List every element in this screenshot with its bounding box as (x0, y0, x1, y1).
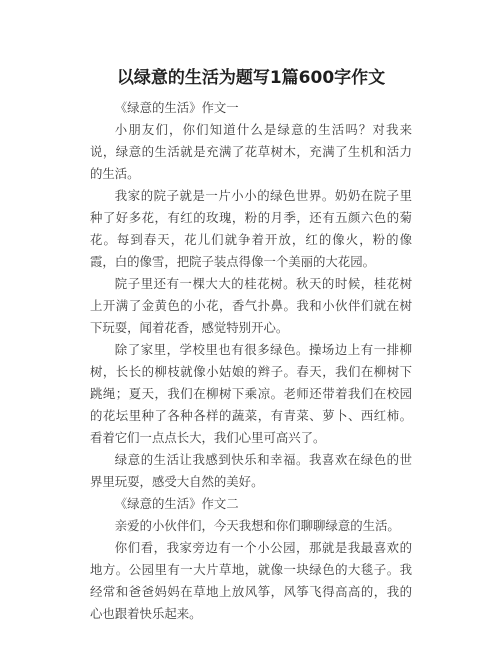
paragraph: 我家的院子就是一片小小的绿色世界。奶奶在院子里种了好多花，有红的玫瑰，粉的月季，还有五颜六色的菊花。每到春天，花儿们就争着开放，红的像火，粉的像霞，白的像雪，把院子装点得像一个美丽的大花园。 (90, 188, 412, 269)
paragraph: 院子里还有一棵大大的桂花树。秋天的时候，桂花树上开满了金黄色的小花，香气扑鼻。我和小伙伴们就在树下玩耍，闻着花香，感觉特别开心。 (90, 276, 412, 335)
paragraph: 除了家里，学校里也有很多绿色。操场边上有一排柳树，长长的柳枝就像小姑娘的辫子。春天，我们在柳树下跳绳；夏天，我们在柳树下乘凉。老师还带着我们在校园的花坛里种了各种各样的蔬菜，有青菜、萝卜、西红柿。看着它们一点点长大，我们心里可高兴了。 (90, 342, 412, 445)
document-title: 以绿意的生活为题写1篇600字作文 (116, 68, 386, 88)
paragraph: 绿意的生活让我感到快乐和幸福。我喜欢在绿色的世界里玩耍，感受大自然的美好。 (90, 452, 412, 489)
paragraph: 小朋友们，你们知道什么是绿意的生活吗？对我来说，绿意的生活就是充满了花草树木，充满了生机和活力的生活。 (90, 122, 412, 181)
document-body (90, 97, 412, 625)
essay-heading-1: 《绿意的生活》作文一 (114, 100, 239, 115)
essay-heading-2: 《绿意的生活》作文二 (114, 496, 239, 511)
paragraph: 你们看，我家旁边有一个小公园，那就是我最喜欢的地方。公园里有一大片草地，就像一块绿色的大毯子。我经常和爸爸妈妈在草地上放风筝，风筝飞得高高的，我的心也跟着快乐起来。 (90, 540, 412, 621)
paragraph: 亲爱的小伙伴们，今天我想和你们聊聊绿意的生活。 (114, 518, 400, 533)
